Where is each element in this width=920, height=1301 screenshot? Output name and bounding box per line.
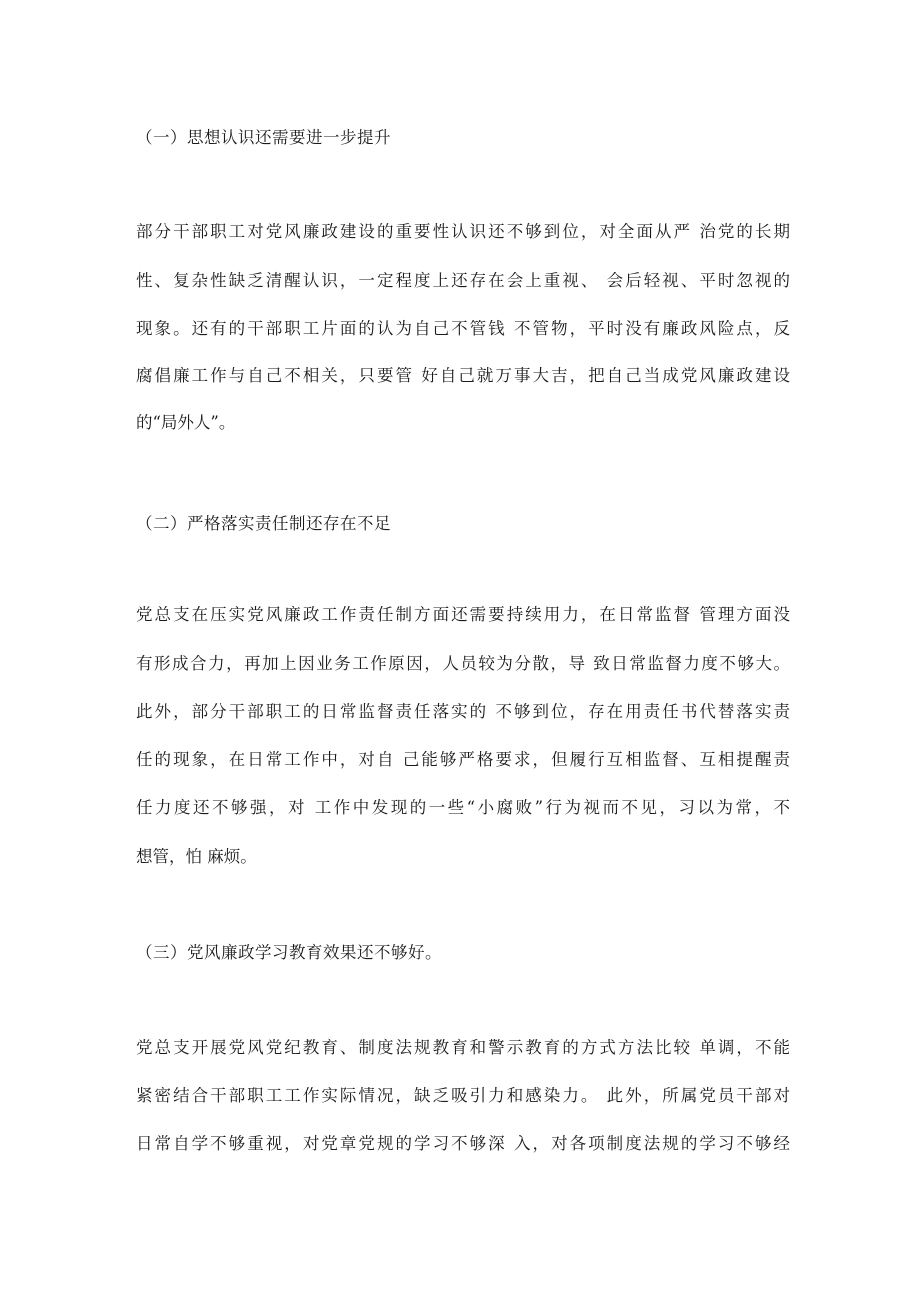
section-2-line-1: 党总支在压实党风廉政工作责任制方面还需要持续用力，在日常监督 管理方面没 <box>136 605 790 624</box>
section-1-line-2: 性、复杂性缺乏清醒认识，一定程度上还存在会上重视、 会后轻视、平时忽视的 <box>136 271 790 290</box>
section-2-line-5: 任力度还不够强，对 工作中发现的一些“小腐败”行为视而不见，习以为常，不 <box>136 798 790 817</box>
section-3-line-3: 日常自学不够重视，对党章党规的学习不够深 入，对各项制度法规的学习不够经 <box>136 1134 790 1153</box>
section-1-line-1: 部分干部职工对党风廉政建设的重要性认识还不够到位，对全面从严 治党的长期 <box>136 222 790 241</box>
section-1-line-5: 的“局外人”。 <box>136 413 236 432</box>
section-3-heading: （三）党风廉政学习教育效果还不够好。 <box>136 943 442 962</box>
section-2-line-2: 有形成合力，再加上因业务工作原因，人员较为分散，导 致日常监督力度不够大。 <box>136 654 790 673</box>
section-3-line-1: 党总支开展党风党纪教育、制度法规教育和警示教育的方式方法比较 单调，不能 <box>136 1038 790 1057</box>
section-2-heading: （二）严格落实责任制还存在不足 <box>136 514 391 533</box>
section-1-line-3: 现象。还有的干部职工片面的认为自己不管钱 不管物，平时没有廉政风险点，反 <box>136 319 790 338</box>
section-2-line-6: 想管，怕 麻烦。 <box>136 847 257 866</box>
section-1-line-4: 腐倡廉工作与自己不相关，只要管 好自己就万事大吉，把自己当成党风廉政建设 <box>136 366 790 385</box>
section-2-line-4: 任的现象，在日常工作中，对自 己能够严格要求，但履行互相监督、互相提醒责 <box>136 750 790 769</box>
section-3-line-2: 紧密结合干部职工工作实际情况，缺乏吸引力和感染力。 此外，所属党员干部对 <box>136 1086 790 1105</box>
section-1-heading: （一）思想认识还需要进一步提升 <box>136 128 391 147</box>
section-2-line-3: 此外，部分干部职工的日常监督责任落实的 不够到位，存在用责任书代替落实责 <box>136 702 790 721</box>
